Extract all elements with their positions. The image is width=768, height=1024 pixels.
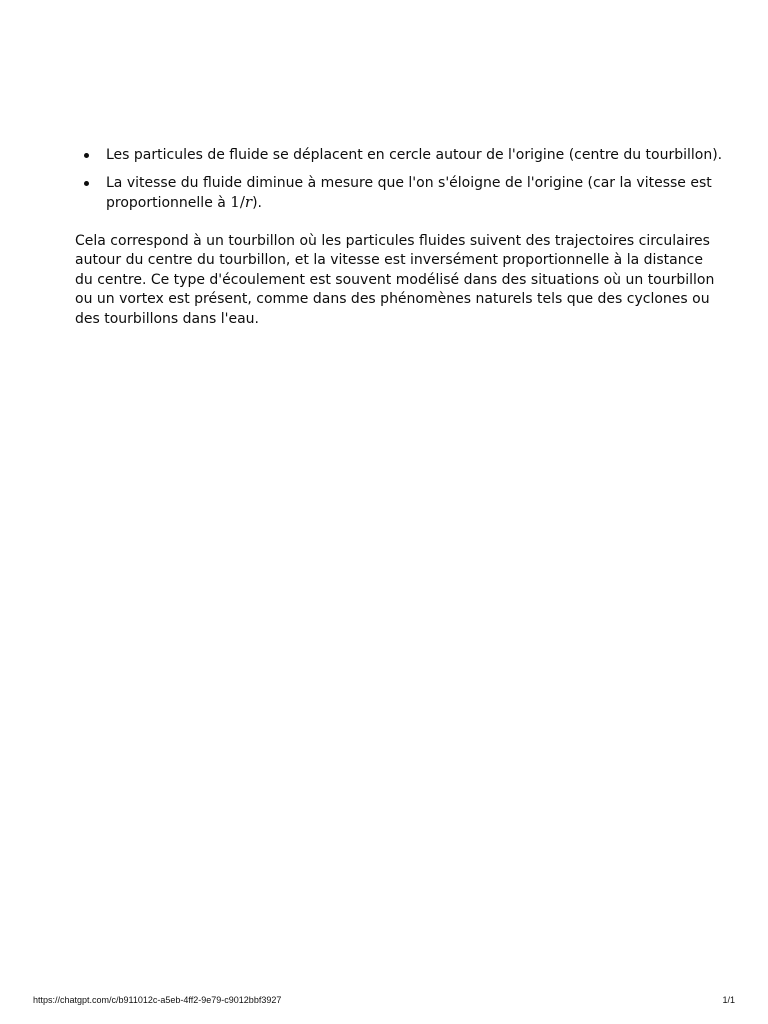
bullet-list [75,146,725,214]
bullet-item [75,146,725,166]
page-footer [33,995,735,1005]
bullet-dot-icon [84,153,89,158]
bullet-dot-icon [84,181,89,186]
bullet-item [75,174,725,214]
summary-paragraph: Cela correspond à un tourbillon où les particules fluides suivent des trajectoires circulaires autour du centre du tourbillon, et la vitesse est inversément proportionnelle à la distance du centre. Ce type d'écoulement est souvent modélisé dans des situations où un tourbillon ou un vortex est présent, comme dans des phénomènes naturels tels que des cyclones ou des tourbillons dans l'eau. [75,232,715,327]
footer-url: https://chatgpt.com/c/b911012c-a5eb-4ff2-9e79-c9012bbf3927 [33,995,282,1005]
bullet-text: Les particules de fluide se déplacent en cercle autour de l'origine (centre du tourbillon). [106,147,723,163]
math-variable: r [244,193,253,211]
bullet-text-end: ). [252,195,262,211]
footer-page-number: 1/1 [722,995,735,1005]
math-fraction: 1/ [230,193,245,211]
math-expression [230,193,252,211]
bullet-text: La vitesse du fluide diminue à mesure que l'on s'éloigne de l'origine (car la vitesse est proportionnelle à [106,174,712,211]
document-body [75,146,725,329]
